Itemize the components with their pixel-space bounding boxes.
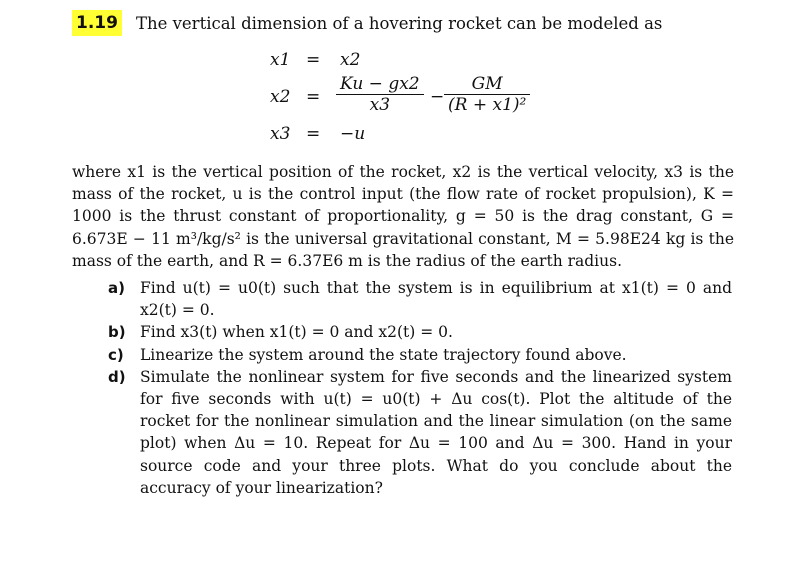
- equation-1: [270, 50, 470, 74]
- equation-1-lhs: x1: [270, 50, 291, 70]
- equals-sign: =: [306, 124, 321, 144]
- equation-3-rhs: −u: [340, 124, 366, 144]
- equals-sign: =: [306, 87, 321, 107]
- numerator-gravity: GM: [444, 74, 530, 95]
- item-label: b): [108, 323, 126, 342]
- fraction-gravity: [444, 74, 530, 115]
- item-text: Simulate the nonlinear system for five seconds and the linearized system for five seconds with u(t) = u0(t) + Δu cos(t). Plot the altitude of the rocket for the nonlinear simulation and the linear simulation (on the same plot) when Δu = 10. Repeat for Δu = 100 and Δu = 300. Hand in your source code and your three plots. What do you conclude about the accuracy of your linearization?: [140, 367, 732, 497]
- item-label: c): [108, 345, 124, 364]
- equation-3: [270, 124, 470, 148]
- numerator-thrust-drag: Ku − gx2: [336, 74, 424, 95]
- list-item: [108, 321, 732, 343]
- list-item: [108, 344, 732, 366]
- problem-title: The vertical dimension of a hovering rocket can be modeled as: [135, 13, 663, 33]
- equation-3-lhs: x3: [270, 124, 291, 144]
- item-text: Linearize the system around the state trajectory found above.: [140, 345, 627, 364]
- item-text: Find u(t) = u0(t) such that the system is in equilibrium at x1(t) = 0 and x2(t) = 0.: [140, 279, 732, 320]
- equation-2: [270, 74, 570, 124]
- denominator-gravity: (R + x1)²: [448, 95, 527, 115]
- item-list: [108, 277, 732, 499]
- list-item: [108, 277, 732, 321]
- fraction-thrust-drag: [336, 74, 424, 115]
- minus-sign: −: [430, 87, 445, 107]
- problem-number: 1.19: [72, 10, 122, 36]
- item-text: Find x3(t) when x1(t) = 0 and x2(t) = 0.: [140, 323, 453, 342]
- list-item: [108, 366, 732, 499]
- equals-sign: =: [306, 50, 321, 70]
- equation-1-rhs: x2: [340, 50, 361, 70]
- description-paragraph: where x1 is the vertical position of the rocket, x2 is the vertical velocity, x3 is the mass of the rocket, u is the control input (the flow rate of rocket propulsion), K = 1000 is the thrust constant of proportionality, g = 50 is the drag constant, G = 6.673E − 11 m³/kg/s² is the universal gravitational constant, M = 5.98E24 kg is the mass of the earth, and R = 6.37E6 m is the radius of the earth radius.: [72, 163, 734, 270]
- denominator-mass: x3: [369, 95, 391, 115]
- item-label: a): [108, 279, 125, 297]
- problem-header: [72, 8, 662, 38]
- item-label: d): [108, 367, 126, 386]
- equation-2-lhs: x2: [270, 87, 291, 107]
